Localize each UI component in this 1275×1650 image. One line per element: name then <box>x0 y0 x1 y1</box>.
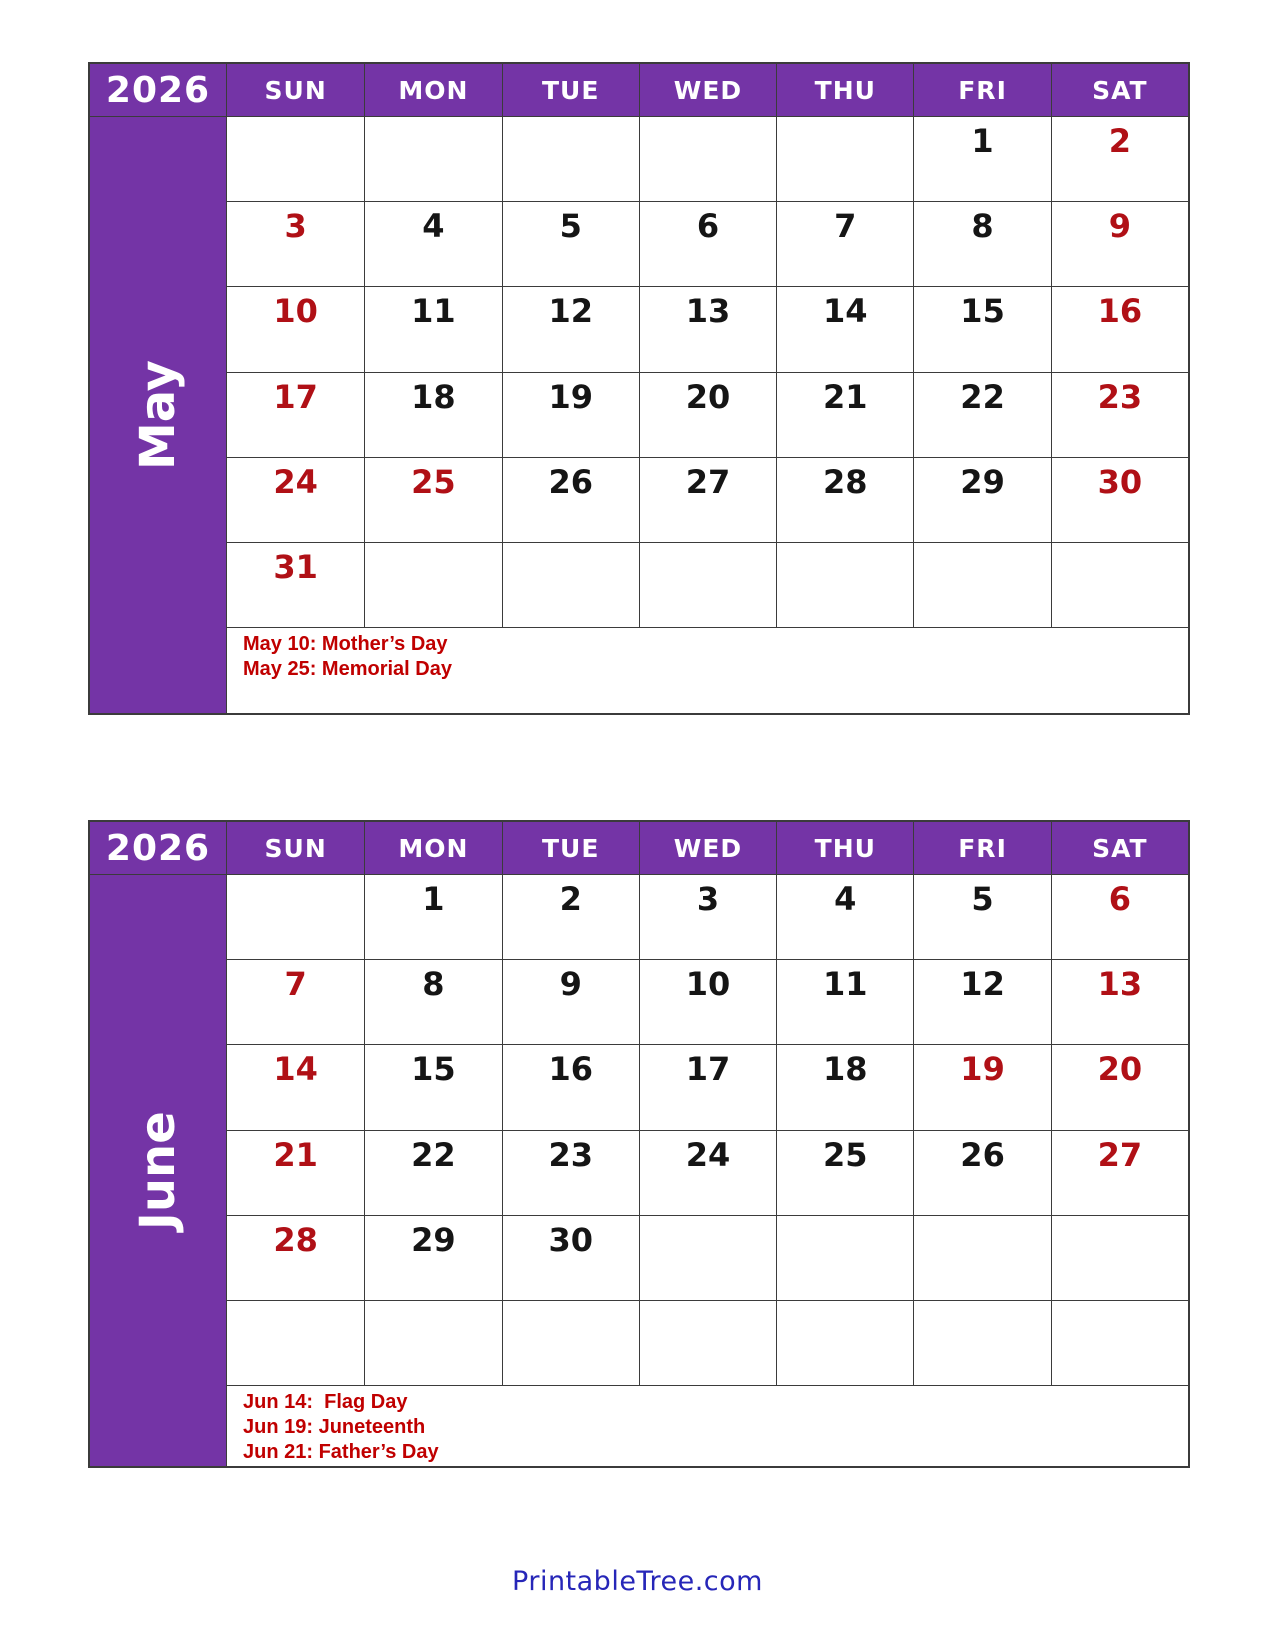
day-cell-may-1 <box>913 117 1050 201</box>
date-number: 25 <box>411 462 456 501</box>
day-cell-empty <box>639 543 776 627</box>
day-cell-may-17 <box>227 373 364 457</box>
day-cell-empty <box>913 543 1050 627</box>
day-cell-may-12 <box>502 287 639 371</box>
day-cell-june-4 <box>776 875 913 959</box>
weekday-fri: FRI <box>913 822 1050 874</box>
date-number: 28 <box>823 462 868 501</box>
month-column <box>90 822 227 1466</box>
week-row <box>227 960 1188 1045</box>
weekday-sun: SUN <box>264 75 327 105</box>
day-cell-empty <box>502 117 639 201</box>
date-number: 4 <box>834 880 857 918</box>
weekday-tue: TUE <box>502 64 639 116</box>
date-number: 9 <box>559 965 582 1004</box>
date-number: 4 <box>422 207 445 246</box>
day-cell-june-1 <box>364 875 501 959</box>
day-cell-may-27 <box>639 458 776 542</box>
date-number: 18 <box>411 377 456 416</box>
day-cell-empty <box>913 1216 1050 1300</box>
day-cell-june-13 <box>1051 960 1188 1044</box>
weekday-sat: SAT <box>1051 64 1188 116</box>
day-cell-june-9 <box>502 960 639 1044</box>
day-cell-june-5 <box>913 875 1050 959</box>
date-number: 21 <box>273 1135 318 1174</box>
day-cell-may-22 <box>913 373 1050 457</box>
weekday-thu: THU <box>776 64 913 116</box>
day-cell-empty <box>1051 543 1188 627</box>
day-cell-may-7 <box>776 202 913 286</box>
day-cell-may-19 <box>502 373 639 457</box>
weeks-area <box>227 117 1188 627</box>
day-cell-empty <box>776 1301 913 1385</box>
week-row <box>227 875 1188 960</box>
day-cell-june-22 <box>364 1131 501 1215</box>
day-cell-may-15 <box>913 287 1050 371</box>
day-cell-empty <box>227 875 364 959</box>
date-number: 2 <box>1108 122 1131 160</box>
footer-link[interactable]: PrintableTree.com <box>512 1566 763 1597</box>
day-cell-empty <box>364 543 501 627</box>
holiday-legend <box>227 627 1188 713</box>
day-cell-may-28 <box>776 458 913 542</box>
day-cell-may-18 <box>364 373 501 457</box>
day-cell-june-7 <box>227 960 364 1044</box>
date-number: 14 <box>273 1050 318 1089</box>
date-number: 13 <box>685 292 731 331</box>
date-number: 29 <box>960 462 1005 501</box>
day-cell-empty <box>364 1301 501 1385</box>
week-row <box>227 543 1188 627</box>
holiday-legend <box>227 1385 1188 1466</box>
date-number: 12 <box>548 292 593 331</box>
weekday-mon: MON <box>364 64 501 116</box>
date-number: 2 <box>559 880 582 918</box>
date-number: 24 <box>685 1135 731 1174</box>
weeks-area <box>227 875 1188 1385</box>
day-cell-may-21 <box>776 373 913 457</box>
day-cell-may-5 <box>502 202 639 286</box>
date-number: 8 <box>971 207 994 246</box>
date-number: 22 <box>960 377 1005 416</box>
day-cell-empty <box>913 1301 1050 1385</box>
day-cell-june-28 <box>227 1216 364 1300</box>
day-cell-may-20 <box>639 373 776 457</box>
month-label: June <box>130 1111 186 1230</box>
weekday-mon: MON <box>364 822 501 874</box>
day-cell-may-14 <box>776 287 913 371</box>
day-cell-june-18 <box>776 1045 913 1129</box>
year-label: 2026 <box>90 822 226 875</box>
date-number: 22 <box>411 1135 456 1174</box>
holiday-line: May 10: Mother’s Day <box>243 633 448 655</box>
date-number: 7 <box>834 207 857 246</box>
day-cell-empty <box>776 117 913 201</box>
day-cell-may-13 <box>639 287 776 371</box>
date-number: 10 <box>685 965 731 1004</box>
date-number: 10 <box>273 292 318 331</box>
day-cell-june-15 <box>364 1045 501 1129</box>
week-row <box>227 117 1188 202</box>
date-number: 11 <box>411 292 456 331</box>
date-number: 6 <box>1108 880 1131 918</box>
date-number: 27 <box>1097 1135 1143 1174</box>
date-number: 23 <box>1097 377 1143 416</box>
holiday-line: Jun 21: Father’s Day <box>243 1441 439 1463</box>
day-cell-may-9 <box>1051 202 1188 286</box>
calendar-june <box>88 820 1190 1468</box>
day-cell-empty <box>776 1216 913 1300</box>
day-cell-june-19 <box>913 1045 1050 1129</box>
day-cell-may-24 <box>227 458 364 542</box>
day-cell-may-30 <box>1051 458 1188 542</box>
day-cell-may-31 <box>227 543 364 627</box>
month-column <box>90 64 227 713</box>
calendar-grid <box>227 822 1188 1466</box>
date-number: 21 <box>823 377 868 416</box>
date-number: 3 <box>696 880 720 918</box>
date-number: 31 <box>273 547 318 586</box>
week-row <box>227 1045 1188 1130</box>
date-number: 19 <box>960 1050 1005 1089</box>
week-row <box>227 1301 1188 1385</box>
day-cell-june-24 <box>639 1131 776 1215</box>
date-number: 14 <box>823 292 868 331</box>
date-number: 23 <box>548 1135 593 1174</box>
weekday-thu: THU <box>776 822 913 874</box>
day-cell-may-6 <box>639 202 776 286</box>
day-cell-empty <box>776 543 913 627</box>
day-cell-may-2 <box>1051 117 1188 201</box>
day-cell-june-10 <box>639 960 776 1044</box>
date-number: 6 <box>696 207 720 246</box>
date-number: 5 <box>559 207 582 246</box>
date-number: 1 <box>971 122 994 160</box>
holiday-line: Jun 19: Juneteenth <box>243 1416 426 1438</box>
holiday-line: May 25: Memorial Day <box>243 658 452 680</box>
weekday-fri: FRI <box>913 64 1050 116</box>
day-cell-june-11 <box>776 960 913 1044</box>
date-number: 1 <box>422 880 445 918</box>
date-number: 28 <box>273 1220 318 1259</box>
weekday-wed: WED <box>639 64 776 116</box>
week-row <box>227 1216 1188 1301</box>
day-cell-may-4 <box>364 202 501 286</box>
day-cell-may-10 <box>227 287 364 371</box>
weekday-wed: WED <box>639 822 776 874</box>
date-number: 30 <box>1097 462 1143 501</box>
day-cell-june-27 <box>1051 1131 1188 1215</box>
day-cell-may-8 <box>913 202 1050 286</box>
day-cell-june-26 <box>913 1131 1050 1215</box>
day-cell-june-12 <box>913 960 1050 1044</box>
day-cell-june-25 <box>776 1131 913 1215</box>
day-cell-june-3 <box>639 875 776 959</box>
date-number: 15 <box>960 292 1005 331</box>
year-label: 2026 <box>90 64 226 117</box>
date-number: 12 <box>960 965 1005 1004</box>
date-number: 9 <box>1108 207 1131 246</box>
date-number: 17 <box>685 1050 731 1089</box>
date-number: 29 <box>411 1220 456 1259</box>
day-cell-empty <box>1051 1216 1188 1300</box>
calendar-may <box>88 62 1190 715</box>
day-cell-may-26 <box>502 458 639 542</box>
day-cell-june-8 <box>364 960 501 1044</box>
day-cell-june-29 <box>364 1216 501 1300</box>
date-number: 16 <box>548 1050 593 1089</box>
date-number: 30 <box>548 1220 593 1259</box>
weekday-sun: SUN <box>264 833 327 863</box>
day-cell-june-16 <box>502 1045 639 1129</box>
day-cell-empty <box>227 117 364 201</box>
week-row <box>227 287 1188 372</box>
day-cell-june-21 <box>227 1131 364 1215</box>
day-cell-empty <box>364 117 501 201</box>
date-number: 16 <box>1097 292 1143 331</box>
date-number: 20 <box>1097 1050 1143 1089</box>
day-cell-may-3 <box>227 202 364 286</box>
date-number: 24 <box>273 462 318 501</box>
date-number: 11 <box>823 965 868 1004</box>
day-cell-may-29 <box>913 458 1050 542</box>
date-number: 13 <box>1097 965 1143 1004</box>
day-cell-june-14 <box>227 1045 364 1129</box>
date-number: 19 <box>548 377 593 416</box>
day-cell-may-25 <box>364 458 501 542</box>
date-number: 8 <box>422 965 445 1004</box>
day-cell-june-6 <box>1051 875 1188 959</box>
day-cell-empty <box>502 1301 639 1385</box>
week-row <box>227 202 1188 287</box>
day-cell-june-30 <box>502 1216 639 1300</box>
day-cell-june-17 <box>639 1045 776 1129</box>
holiday-line: Jun 14: Flag Day <box>243 1391 408 1413</box>
date-number: 25 <box>823 1135 868 1174</box>
day-cell-june-20 <box>1051 1045 1188 1129</box>
date-number: 27 <box>685 462 731 501</box>
day-cell-empty <box>227 1301 364 1385</box>
date-number: 7 <box>284 965 307 1004</box>
date-number: 17 <box>273 377 318 416</box>
date-number: 3 <box>284 207 307 246</box>
day-cell-june-2 <box>502 875 639 959</box>
month-label: May <box>130 360 186 470</box>
date-number: 26 <box>960 1135 1005 1174</box>
weekday-header-row <box>227 64 1188 117</box>
date-number: 20 <box>685 377 731 416</box>
date-number: 5 <box>971 880 994 918</box>
week-row <box>227 373 1188 458</box>
day-cell-may-23 <box>1051 373 1188 457</box>
day-cell-empty <box>639 117 776 201</box>
date-number: 26 <box>548 462 593 501</box>
weekday-sat: SAT <box>1051 822 1188 874</box>
weekday-tue: TUE <box>502 822 639 874</box>
week-row <box>227 458 1188 543</box>
day-cell-june-23 <box>502 1131 639 1215</box>
day-cell-empty <box>1051 1301 1188 1385</box>
day-cell-empty <box>502 543 639 627</box>
day-cell-empty <box>639 1301 776 1385</box>
calendar-grid <box>227 64 1188 713</box>
week-row <box>227 1131 1188 1216</box>
day-cell-may-11 <box>364 287 501 371</box>
day-cell-may-16 <box>1051 287 1188 371</box>
weekday-header-row <box>227 822 1188 875</box>
date-number: 15 <box>411 1050 456 1089</box>
day-cell-empty <box>639 1216 776 1300</box>
date-number: 18 <box>823 1050 868 1089</box>
